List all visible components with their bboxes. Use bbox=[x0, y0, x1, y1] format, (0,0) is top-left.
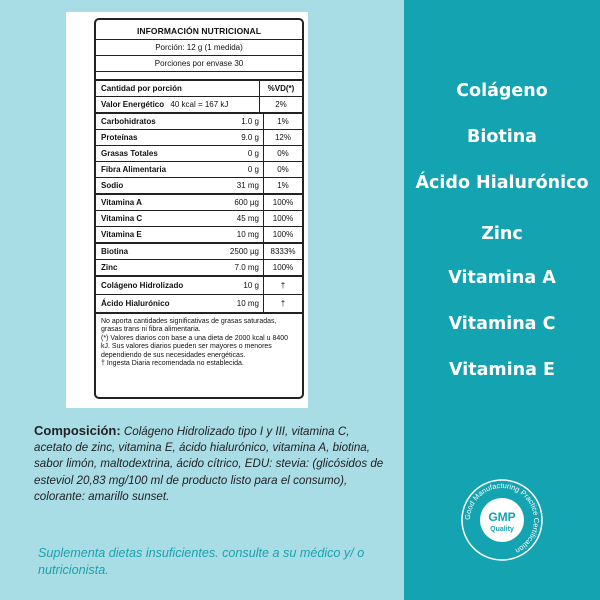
nutrient-name: Vitamina A bbox=[101, 198, 142, 207]
supplement-note: Suplementa dietas insuficientes. consulte a su médico y/ o nutricionista. bbox=[38, 546, 365, 577]
nutrient-name: Grasas Totales bbox=[101, 149, 158, 158]
nutrient-row-proteinas bbox=[96, 130, 302, 146]
benefit-item: Vitamina E bbox=[449, 360, 555, 380]
nutrient-name: Proteínas bbox=[101, 133, 138, 142]
nutrient-vd: 100% bbox=[272, 230, 294, 239]
servings-per-container: Porciones por envase 30 bbox=[96, 56, 302, 72]
composition-text: Colágeno Hidrolizado tipo I y III, vitamina C, acetato de zinc, vitamina E, ácido hialurónico, vitamina A, biotina, sabor limón, maltodextrina, ácido cítrico, EDU: stevia: (glicósidos de esteviol 20,83 mg/100 ml de producto listo para el consumo), colorante: amarillo sunset. bbox=[34, 425, 384, 503]
nutrient-vd: 1% bbox=[277, 181, 289, 190]
nutrition-facts-table bbox=[94, 18, 304, 399]
nutrient-vd: † bbox=[280, 281, 286, 290]
nutrient-row-carbohidratos bbox=[96, 114, 302, 130]
seal-main-text: GMP bbox=[488, 510, 516, 524]
nutrient-vd: 0% bbox=[277, 165, 289, 174]
nutrient-name: Vitamina E bbox=[101, 230, 142, 239]
nutrient-name: Fibra Alimentaria bbox=[101, 165, 167, 174]
energy-cell bbox=[96, 97, 260, 112]
footnote-daily-values: (*) Valores diarios con base a una dieta de 2000 kcal u 8400 kJ. Sus valores diarios pueden ser mayores o menores dependiendo de sus necesidades energéticas. bbox=[101, 334, 289, 359]
nutrient-amount: 1.0 g bbox=[221, 114, 264, 129]
nutrient-vd: 100% bbox=[272, 263, 294, 272]
energy-row bbox=[96, 97, 302, 114]
benefit-item: Zinc bbox=[481, 224, 523, 244]
nutrient-row-vitamina-a bbox=[96, 195, 302, 211]
nutrient-amount: 31 mg bbox=[221, 178, 264, 193]
composition-paragraph bbox=[34, 423, 390, 505]
nutrient-amount: 600 µg bbox=[221, 195, 264, 210]
nutrient-amount: 10 g bbox=[221, 277, 264, 294]
seal-sub-text: Quality bbox=[490, 526, 514, 533]
nutrient-vd: 1% bbox=[277, 117, 289, 126]
nutrient-vd: 8333% bbox=[270, 247, 296, 256]
nutrient-row-biotina bbox=[96, 244, 302, 260]
nutrition-title: INFORMACIÓN NUTRICIONAL bbox=[96, 20, 302, 40]
nutrient-row-vitamina-e bbox=[96, 227, 302, 244]
benefit-item: Biotina bbox=[467, 127, 537, 147]
nutrient-name: Ácido Hialurónico bbox=[101, 299, 170, 308]
nutrient-row-zinc bbox=[96, 260, 302, 277]
footnote-not-significant: No aporta cantidades significativas de grasas saturadas, grasas trans ni fibra alimentaria. bbox=[101, 318, 277, 334]
nutrient-amount: 2500 µg bbox=[221, 244, 264, 259]
benefit-item: Vitamina A bbox=[448, 268, 556, 288]
nutrient-vd: 100% bbox=[272, 214, 294, 223]
nutrient-row-fibra bbox=[96, 162, 302, 178]
nutrient-vd: † bbox=[280, 299, 286, 308]
benefit-item: Vitamina C bbox=[448, 314, 556, 334]
nutrient-amount: 0 g bbox=[221, 162, 264, 177]
energy-amount: 40 kcal = 167 kJ bbox=[170, 100, 229, 109]
nutrient-vd: 0% bbox=[277, 149, 289, 158]
benefit-item: Colágeno bbox=[456, 81, 548, 101]
nutrient-amount: 9.0 g bbox=[221, 130, 264, 145]
nutrient-name: Carbohidratos bbox=[101, 117, 156, 126]
nutrient-vd: 12% bbox=[274, 133, 291, 142]
benefits-list bbox=[404, 0, 600, 400]
nutrient-amount: 10 mg bbox=[221, 227, 264, 242]
table-header-row bbox=[96, 81, 302, 97]
header-amount-per-serving: Cantidad por porción bbox=[96, 81, 260, 96]
header-daily-value: %VD(*) bbox=[267, 84, 295, 93]
nutrition-footnotes bbox=[96, 314, 302, 368]
nutrient-row-grasas-totales bbox=[96, 146, 302, 162]
nutrient-row-vitamina-c bbox=[96, 211, 302, 227]
nutrient-name: Zinc bbox=[101, 263, 118, 272]
composition-label: Composición: bbox=[34, 423, 121, 438]
serving-size: Porción: 12 g (1 medida) bbox=[96, 40, 302, 56]
nutrient-row-acido-hialuronico bbox=[96, 295, 302, 314]
benefit-item: Ácido Hialurónico bbox=[415, 173, 589, 193]
nutrient-name: Biotina bbox=[101, 247, 129, 256]
seal-ring-textpath: Good Manufacturing Practice Certification bbox=[462, 480, 542, 556]
nutrient-vd: 100% bbox=[272, 198, 294, 207]
nutrient-name: Vitamina C bbox=[101, 214, 143, 223]
nutrient-amount: 10 mg bbox=[221, 295, 264, 312]
nutrient-row-colageno bbox=[96, 277, 302, 295]
nutrient-amount: 45 mg bbox=[221, 211, 264, 226]
footnote-dagger: † Ingesta Diaria recomendada no establecida. bbox=[101, 360, 244, 368]
nutrient-row-sodio bbox=[96, 178, 302, 195]
gmp-quality-seal-icon bbox=[460, 478, 544, 562]
energy-label: Valor Energético bbox=[101, 100, 165, 109]
nutrient-amount: 7.0 mg bbox=[221, 260, 264, 275]
energy-vd: 2% bbox=[275, 100, 287, 109]
nutrient-name: Colágeno Hidrolizado bbox=[101, 281, 184, 290]
nutrient-amount: 0 g bbox=[221, 146, 264, 161]
table-spacer bbox=[96, 72, 302, 81]
nutrient-name: Sodio bbox=[101, 181, 124, 190]
